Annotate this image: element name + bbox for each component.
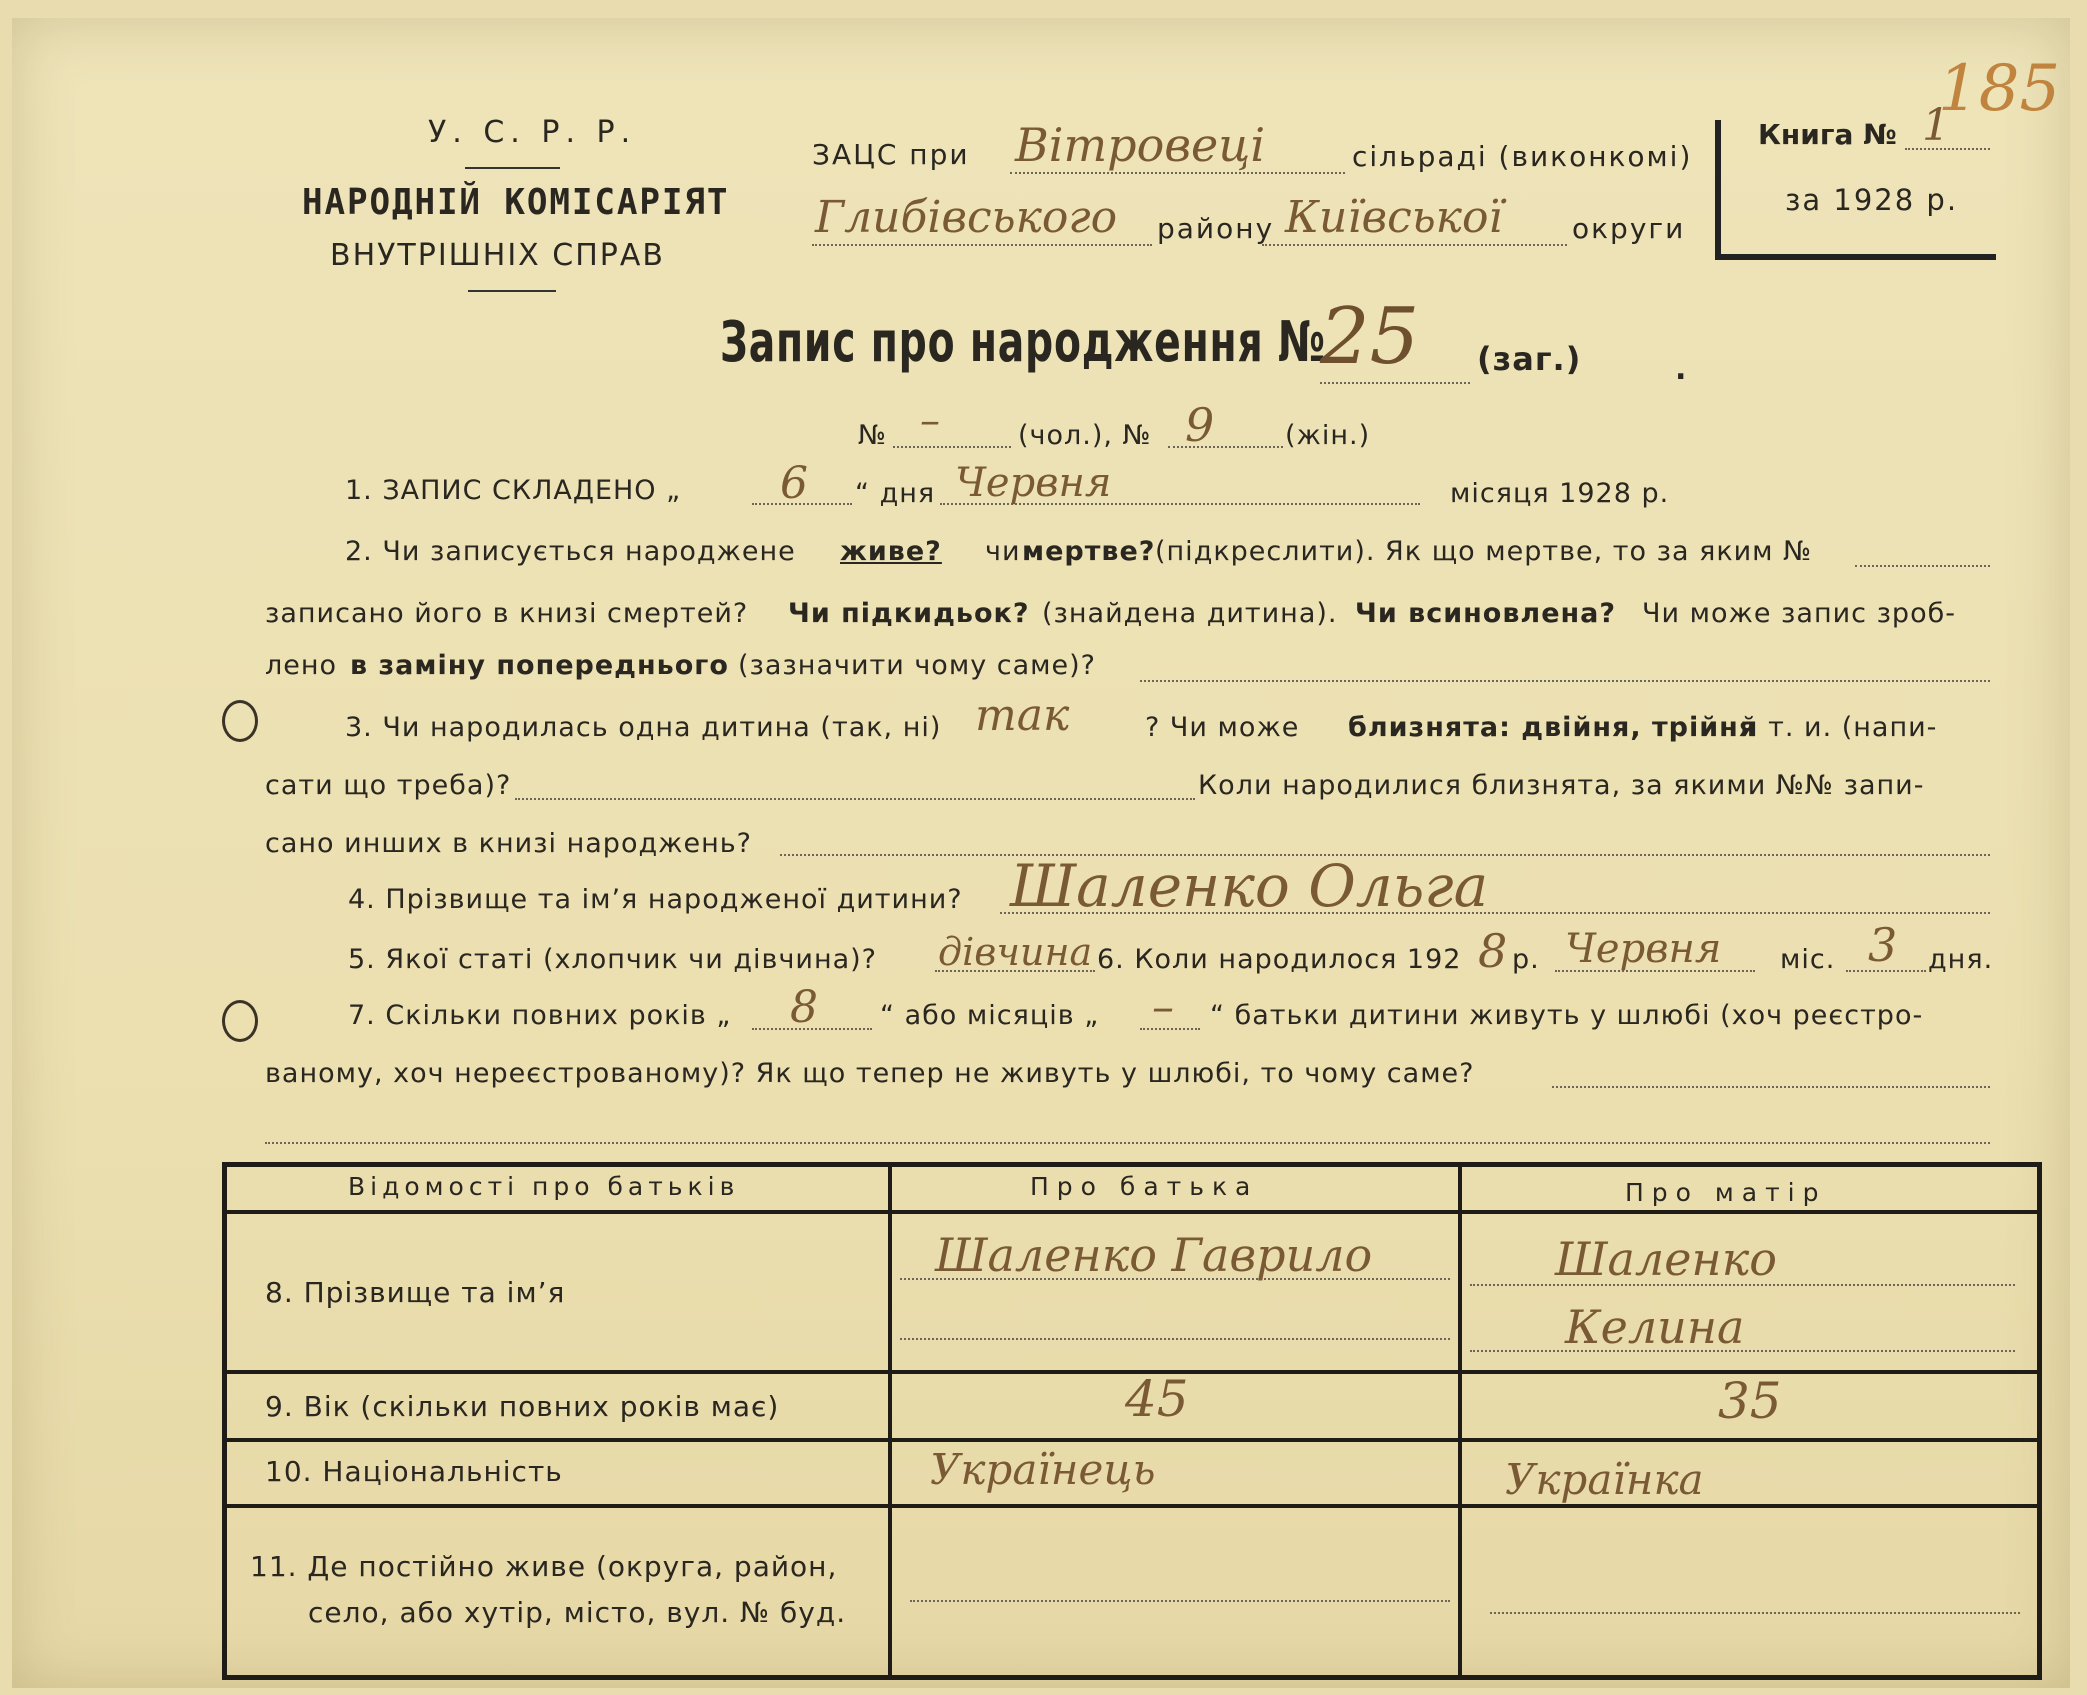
item1-label: 1. ЗАПИС СКЛАДЕНО „ xyxy=(345,475,682,506)
item2-b: чи xyxy=(985,536,1021,567)
item7-line2: ваному, хоч нереєстрованому)? Як що тепер не живуть у шлюбі, то чому саме? xyxy=(265,1058,1475,1089)
mother-nationality-handwriting: Українка xyxy=(1505,1455,1704,1504)
record-number-handwriting: 25 xyxy=(1320,292,1420,382)
item2-alive-underlined: живе? xyxy=(840,536,942,567)
dotted-line xyxy=(1320,382,1470,384)
item2-line3-a: лено xyxy=(265,650,338,681)
table-row-divider xyxy=(222,1438,2042,1442)
row9-label: 9. Вік (скільки повних років має) xyxy=(265,1390,780,1423)
record-title: Запис про народження № xyxy=(720,310,1326,375)
table-row-divider xyxy=(222,1504,2042,1508)
district-label: району xyxy=(1157,212,1275,245)
father-nationality-handwriting: Українець xyxy=(930,1445,1156,1494)
item2-a: 2. Чи записується народжене xyxy=(345,536,796,567)
divider xyxy=(465,167,560,169)
dotted-line xyxy=(1855,565,1990,567)
silrada-label: сільраді (виконкомі) xyxy=(1352,140,1693,173)
dotted-line xyxy=(1140,680,1990,682)
item2-c: (підкреслити). Як що мертве, то за яким № xyxy=(1155,536,1813,567)
female-number-handwriting: 9 xyxy=(1185,398,1215,452)
item2-foundling: Чи підкидьок? xyxy=(788,598,1030,629)
row10-label: 10. Національність xyxy=(265,1455,563,1488)
item6-mis: міс. xyxy=(1780,944,1836,975)
table-header-parents: Відомості про батьків xyxy=(348,1172,740,1201)
mother-surname-handwriting: Шаленко xyxy=(1555,1232,1777,1286)
item3-b: ? Чи може xyxy=(1145,712,1300,743)
dotted-line xyxy=(515,798,1195,800)
divider xyxy=(468,290,556,292)
male-number-handwriting: – xyxy=(920,398,940,444)
male-label: (чол.), № xyxy=(1018,420,1152,451)
item7-b: “ або місяців „ xyxy=(880,1000,1100,1031)
item3-a: 3. Чи народилась одна дитина (так, ні) xyxy=(345,712,942,743)
mother-name-handwriting: Келина xyxy=(1565,1300,1745,1354)
dotted-line xyxy=(1490,1612,2020,1614)
item7-c: “ батьки дитини живуть у шлюбі (хоч реєстро- xyxy=(1210,1000,1924,1031)
okrug-handwriting: Київської xyxy=(1285,192,1503,243)
stamped-book-number: 185 xyxy=(1938,52,2061,126)
item3-answer-handwriting: так xyxy=(975,690,1070,741)
item2-line2-a: записано його в книзі смертей? xyxy=(265,598,749,629)
table-column-divider xyxy=(1458,1162,1462,1680)
item7-a: 7. Скільки повних років „ xyxy=(348,1000,732,1031)
birth-year-handwriting: 8 xyxy=(1478,924,1508,978)
punch-hole-mark xyxy=(222,1000,258,1042)
dotted-line xyxy=(265,1142,1990,1144)
item1-day-handwriting: 6 xyxy=(780,458,808,509)
item2-replacement: в заміну попереднього xyxy=(350,650,729,681)
father-age-handwriting: 45 xyxy=(1125,1370,1189,1428)
father-name-handwriting: Шаленко Гаврило xyxy=(935,1228,1373,1282)
book-number-handwriting: 1 xyxy=(1922,100,1950,151)
item2-line2-b: (знайдена дитина). xyxy=(1042,598,1338,629)
punch-hole-mark xyxy=(222,700,258,742)
dotted-line xyxy=(1552,1086,1990,1088)
dotted-line xyxy=(812,244,1152,246)
commissariat-heading: НАРОДНІЙ КОМІСАРІЯТ xyxy=(302,182,730,223)
item1-end: місяця 1928 р. xyxy=(1450,478,1670,509)
dot-mark: . xyxy=(1675,352,1687,387)
okrug-label: округи xyxy=(1572,212,1686,245)
mother-age-handwriting: 35 xyxy=(1718,1372,1782,1430)
book-year: за 1928 р. xyxy=(1785,183,1959,217)
item4-label: 4. Прізвище та ім’я народженої дитини? xyxy=(348,884,963,915)
village-handwriting: Вітровеці xyxy=(1015,118,1266,172)
table-header-mother: Про матір xyxy=(1625,1178,1827,1207)
table-column-divider xyxy=(888,1162,892,1680)
usrr-heading: У. С. Р. Р. xyxy=(428,115,637,150)
record-suffix: (заг.) xyxy=(1477,340,1582,378)
child-name-handwriting: Шаленко Ольга xyxy=(1010,852,1489,920)
birth-month-handwriting: Червня xyxy=(1565,926,1722,972)
ministry-heading: ВНУТРІШНІХ СПРАВ xyxy=(330,238,665,273)
female-label: (жін.) xyxy=(1285,420,1371,451)
row8-label: 8. Прізвище та ім’я xyxy=(265,1276,566,1309)
item2-line3-b: (зазначити чому саме)? xyxy=(738,650,1096,681)
dotted-line xyxy=(1262,244,1567,246)
book-label: Книга № xyxy=(1758,118,1897,151)
birth-day-handwriting: 3 xyxy=(1868,918,1898,972)
zats-label: ЗАЦС при xyxy=(812,138,970,171)
item6-label: 6. Коли народилося 192 xyxy=(1097,944,1462,975)
item3-line2-a: сати що треба)? xyxy=(265,770,512,801)
item2-adopted: Чи всиновлена? xyxy=(1355,598,1617,629)
marriage-years-handwriting: 8 xyxy=(790,982,818,1033)
item6-r: р. xyxy=(1512,944,1540,975)
item3-line2-b: Коли народилися близнята, за якими №№ запи- xyxy=(1198,770,1925,801)
male-number-label: № xyxy=(858,420,888,451)
item1-mid: “ дня xyxy=(855,478,936,509)
dotted-line xyxy=(1010,172,1345,174)
item3-twins: близнята: двійня, трійня xyxy=(1348,712,1758,743)
item2-line2-c: Чи може запис зроб- xyxy=(1642,598,1956,629)
row11-label-line1: 11. Де постійно живе (округа, район, xyxy=(250,1550,838,1583)
table-row-divider xyxy=(222,1210,2042,1214)
dotted-line xyxy=(910,1600,1450,1602)
item6-dnya: дня. xyxy=(1928,944,1994,975)
item5-label: 5. Якої статі (хлопчик чи дівчина)? xyxy=(348,944,878,975)
item3-c: й т. и. (напи- xyxy=(1740,712,1938,743)
row11-label-line2: село, або хутір, місто, вул. № буд. xyxy=(308,1596,847,1629)
item2-dead: мертве? xyxy=(1022,536,1156,567)
district-handwriting: Глибівського xyxy=(815,192,1118,243)
sex-handwriting: дівчина xyxy=(938,930,1093,974)
dotted-line xyxy=(900,1338,1450,1340)
marriage-months-handwriting: – xyxy=(1152,982,1174,1033)
dotted-line xyxy=(893,446,1011,448)
item1-month-handwriting: Червня xyxy=(955,460,1112,506)
item3-line3: сано инших в книзі народжень? xyxy=(265,828,752,859)
table-header-father: Про батька xyxy=(1030,1172,1259,1201)
